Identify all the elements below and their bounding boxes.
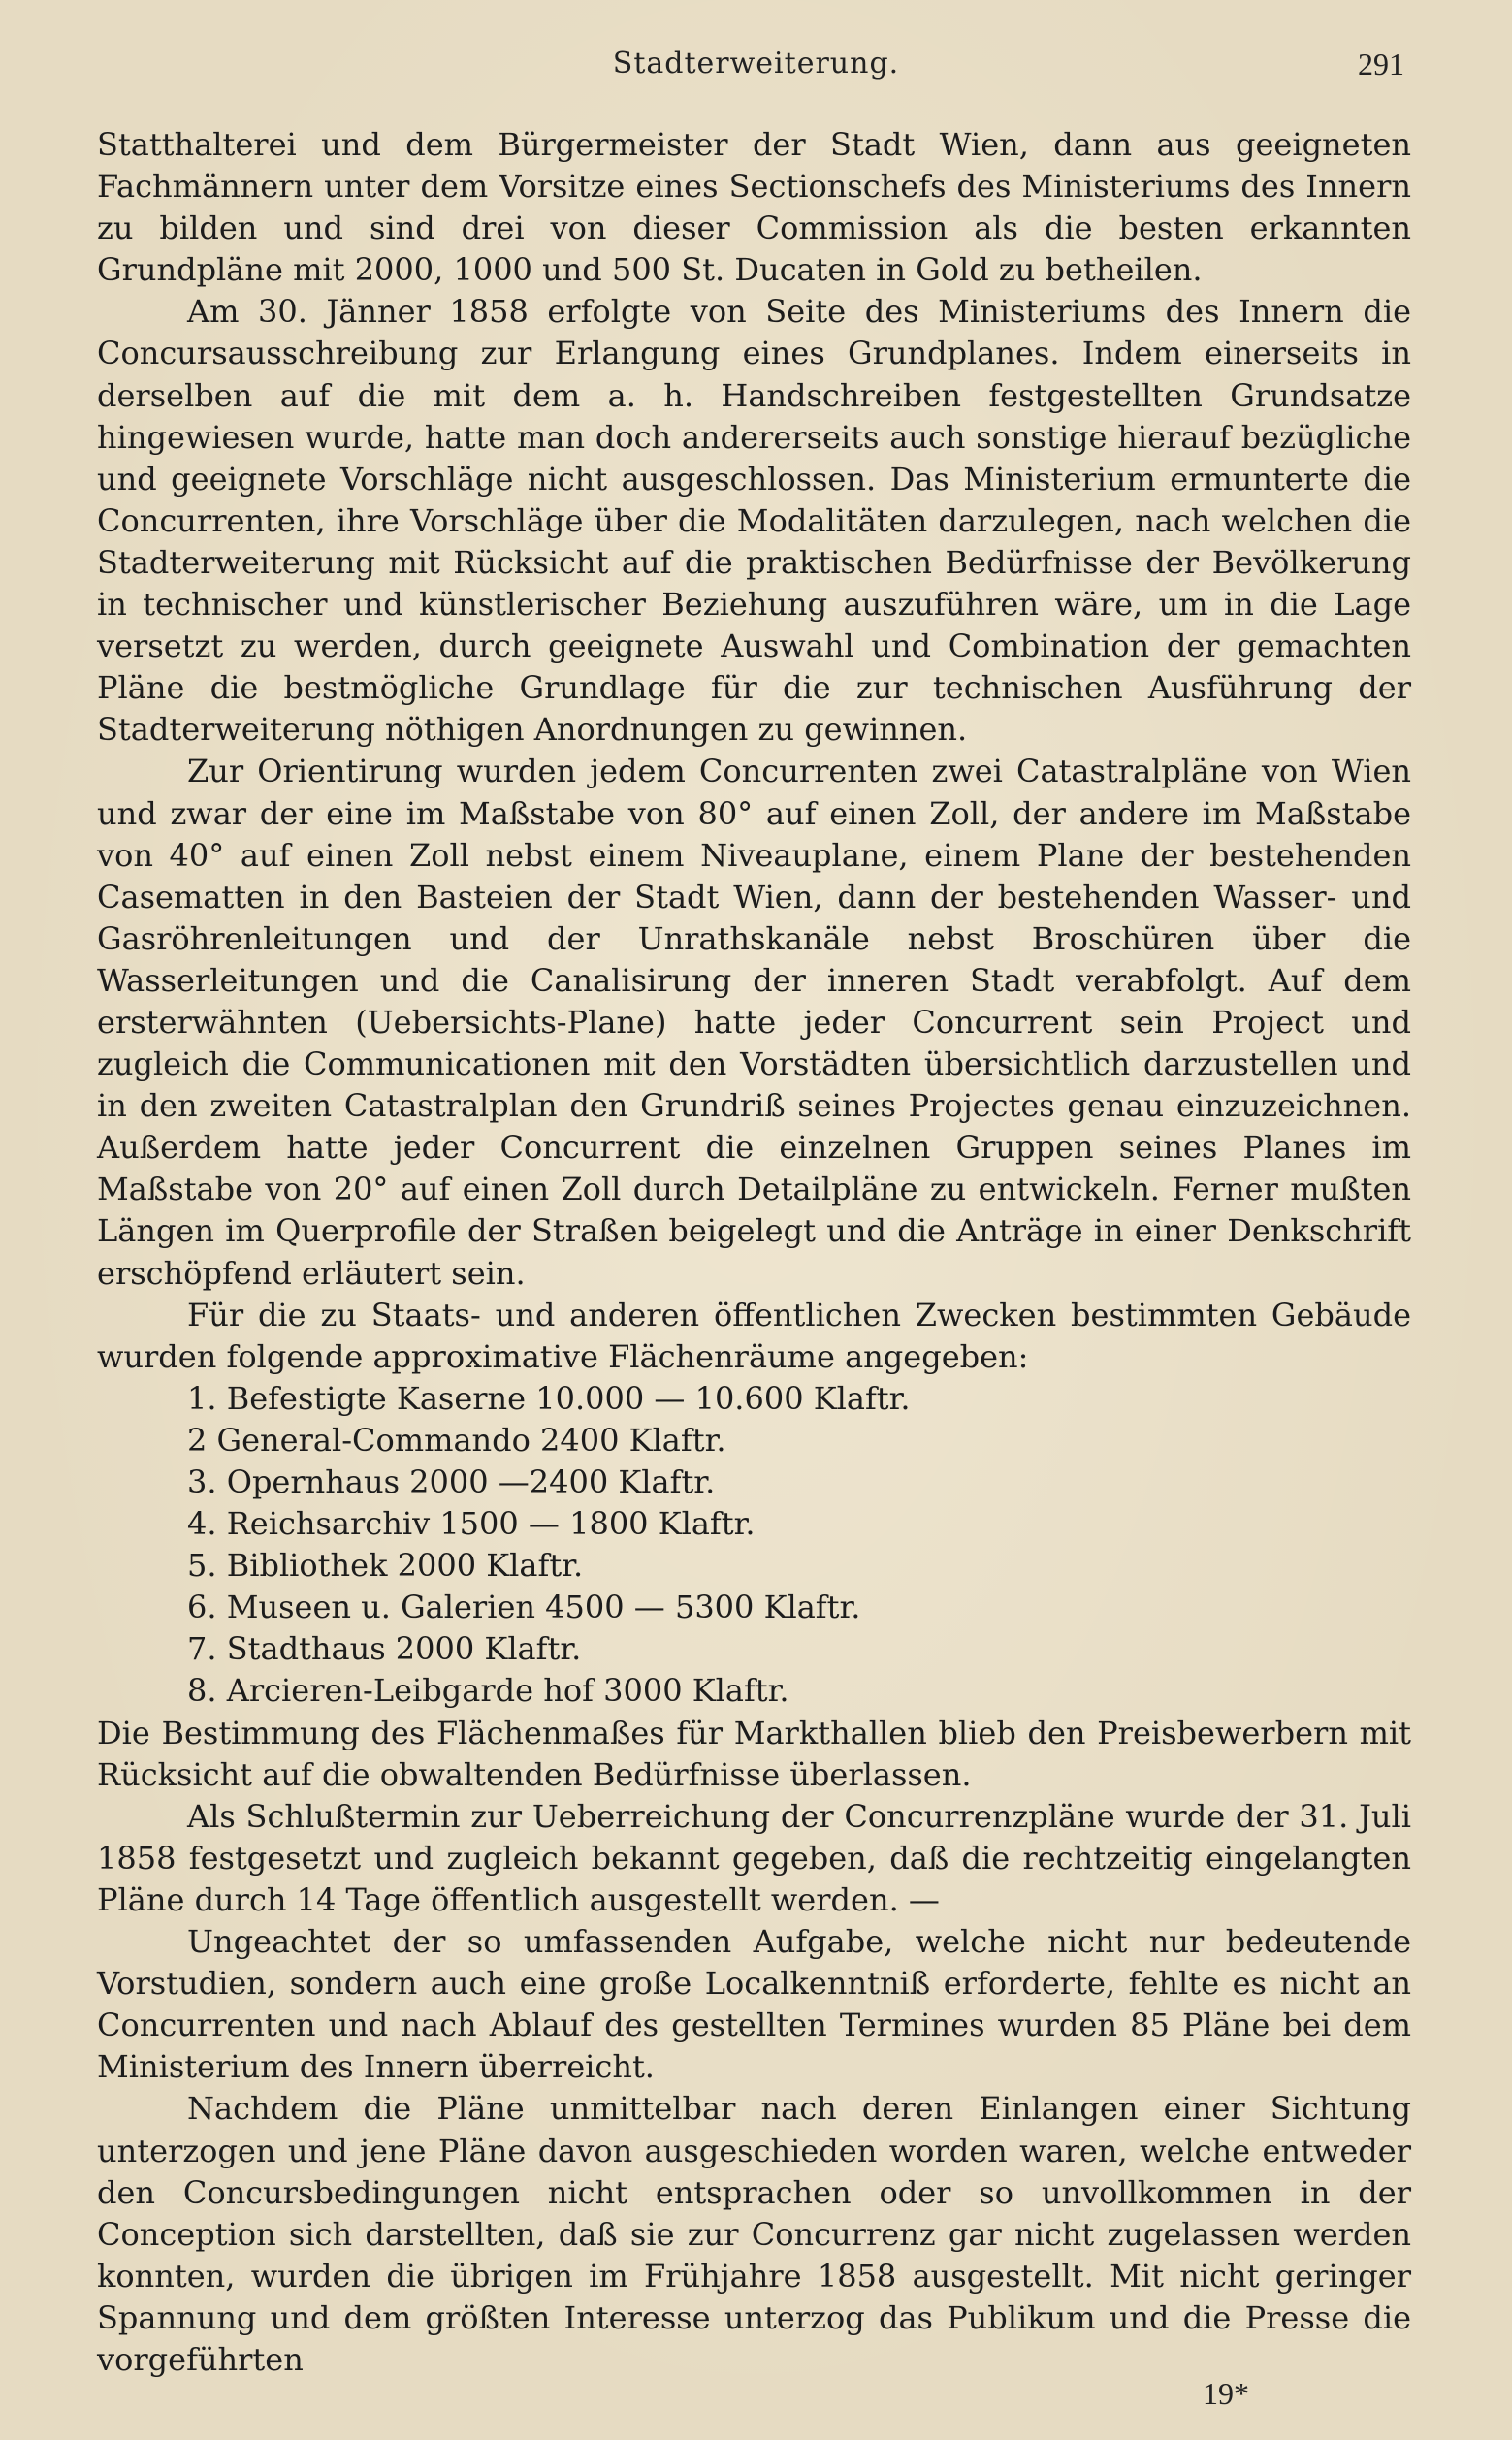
paragraph: Für die zu Staats- und anderen öffentlichen Zwecken bestimmten Gebäude wurden folgende approximative Flächenräume angegeben: — [97, 1296, 1411, 1375]
paragraph: Die Bestimmung des Flächenmaßes für Markthallen blieb den Preisbewerbern mit Rücksicht auf die obwaltenden Bedürfnisse überlassen. — [97, 1714, 1411, 1793]
list-item: 7. Stadthaus 2000 Klaftr. — [187, 1630, 582, 1668]
list-item: 2 General-Commando 2400 Klaftr. — [187, 1421, 726, 1459]
running-title: Stadterweiterung. — [612, 47, 900, 80]
page-number: 291 — [1358, 47, 1404, 81]
list-item: 4. Reichsarchiv 1500 — 1800 Klaftr. — [187, 1505, 756, 1543]
paragraph: Als Schlußtermin zur Ueberreichung der Concurrenzpläne wurde der 31. Juli 1858 festgesetzt und zugleich bekannt gegeben, daß die rechtzeitig eingelangten Pläne durch 14 Tage öffentlich ausgestellt werden. — — [97, 1797, 1411, 1918]
paragraph: Ungeachtet der so umfassenden Aufgabe, welche nicht nur bedeutende Vorstudien, sondern auch eine große Localkenntniß erforderte, fehlte es nicht an Concurrenten und nach Ablauf des gestellten Termines wurden 85 Pläne bei dem Ministerium des Innern überreicht. — [97, 1923, 1411, 2086]
body-text — [97, 124, 1411, 2381]
list-item: 1. Befestigte Kaserne 10.000 — 10.600 Klaftr. — [187, 1379, 911, 1417]
paragraph: Statthalterei und dem Bürgermeister der Stadt Wien, dann aus geeigneten Fachmännern unter dem Vorsitze eines Sectionschefs des Ministeriums des Innern zu bilden und sind drei von dieser Commission als die besten erkannten Grundpläne mit 2000, 1000 und 500 St. Ducaten in Gold zu betheilen. — [97, 126, 1411, 289]
paragraph: Am 30. Jänner 1858 erfolgte von Seite des Ministeriums des Innern die Concursausschreibung zur Erlangung eines Grundplanes. Indem einerseits in derselben auf die mit dem a. h. Handschreiben festgestellten Grundsatze hingewiesen wurde, hatte man doch andererseits auch sonstige hierauf bezügliche und geeignete Vorschläge nicht ausgeschlossen. Das Ministerium ermunterte die Concurrenten, ihre Vorschläge über die Modalitäten darzulegen, nach welchen die Stadterweiterung mit Rücksicht auf die praktischen Bedürfnisse der Bevölkerung in technischer und künstlerischer Beziehung auszuführen wäre, um in die Lage versetzt zu werden, durch geeignete Auswahl und Combination der gemachten Pläne die bestmögliche Grundlage für die zur technischen Ausführung der Stadterweiterung nöthigen Anordnungen zu gewinnen. — [97, 293, 1411, 749]
signature-mark: 19* — [1203, 2376, 1249, 2411]
list-item: 6. Museen u. Galerien 4500 — 5300 Klaftr. — [187, 1589, 861, 1626]
list-item: 3. Opernhaus 2000 —2400 Klaftr. — [187, 1463, 716, 1500]
list-item: 8. Arcieren-Leibgarde hof 3000 Klaftr. — [187, 1672, 789, 1710]
list-item: 5. Bibliothek 2000 Klaftr. — [187, 1547, 584, 1585]
paragraph: Zur Orientirung wurden jedem Concurrenten zwei Catastralpläne von Wien und zwar der eine im Maßstabe von 80° auf einen Zoll, der andere im Maßstabe von 40° auf einen Zoll nebst einem Niveauplane, einem Plane der bestehenden Casematten in den Basteien der Stadt Wien, dann der bestehenden Wasser- und Gasröhrenleitungen und der Unrathskanäle nebst Broschüren über die Wasserleitungen und die Canalisirung der inneren Stadt verabfolgt. Auf dem ersterwähnten (Uebersichts-Plane) hatte jeder Concurrent sein Project und zugleich die Communicationen mit den Vorstädten übersichtlich darzustellen und in den zweiten Catastralplan den Grundriß seines Projectes genau einzuzeichnen. Außerdem hatte jeder Concurrent die einzelnen Gruppen seines Planes im Maßstabe von 20° auf einen Zoll durch Detailpläne zu entwickeln. Ferner mußten Längen im Querprofile der Straßen beigelegt und die Anträge in einer Denkschrift erschöpfend erläutert sein. — [97, 753, 1411, 1292]
building-area-list — [97, 1378, 1411, 1713]
paragraph: Nachdem die Pläne unmittelbar nach deren Einlangen einer Sichtung unterzogen und jene Pläne davon ausgeschieden worden waren, welche entweder den Concursbedingungen nicht entsprachen oder so unvollkommen in der Conception sich darstellten, daß sie zur Concurrenz gar nicht zugelassen werden konnten, wurden die übrigen im Frühjahre 1858 ausgestellt. Mit nicht geringer Spannung und dem größten Interesse unterzog das Publikum und die Presse die vorgeführten — [97, 2090, 1411, 2378]
